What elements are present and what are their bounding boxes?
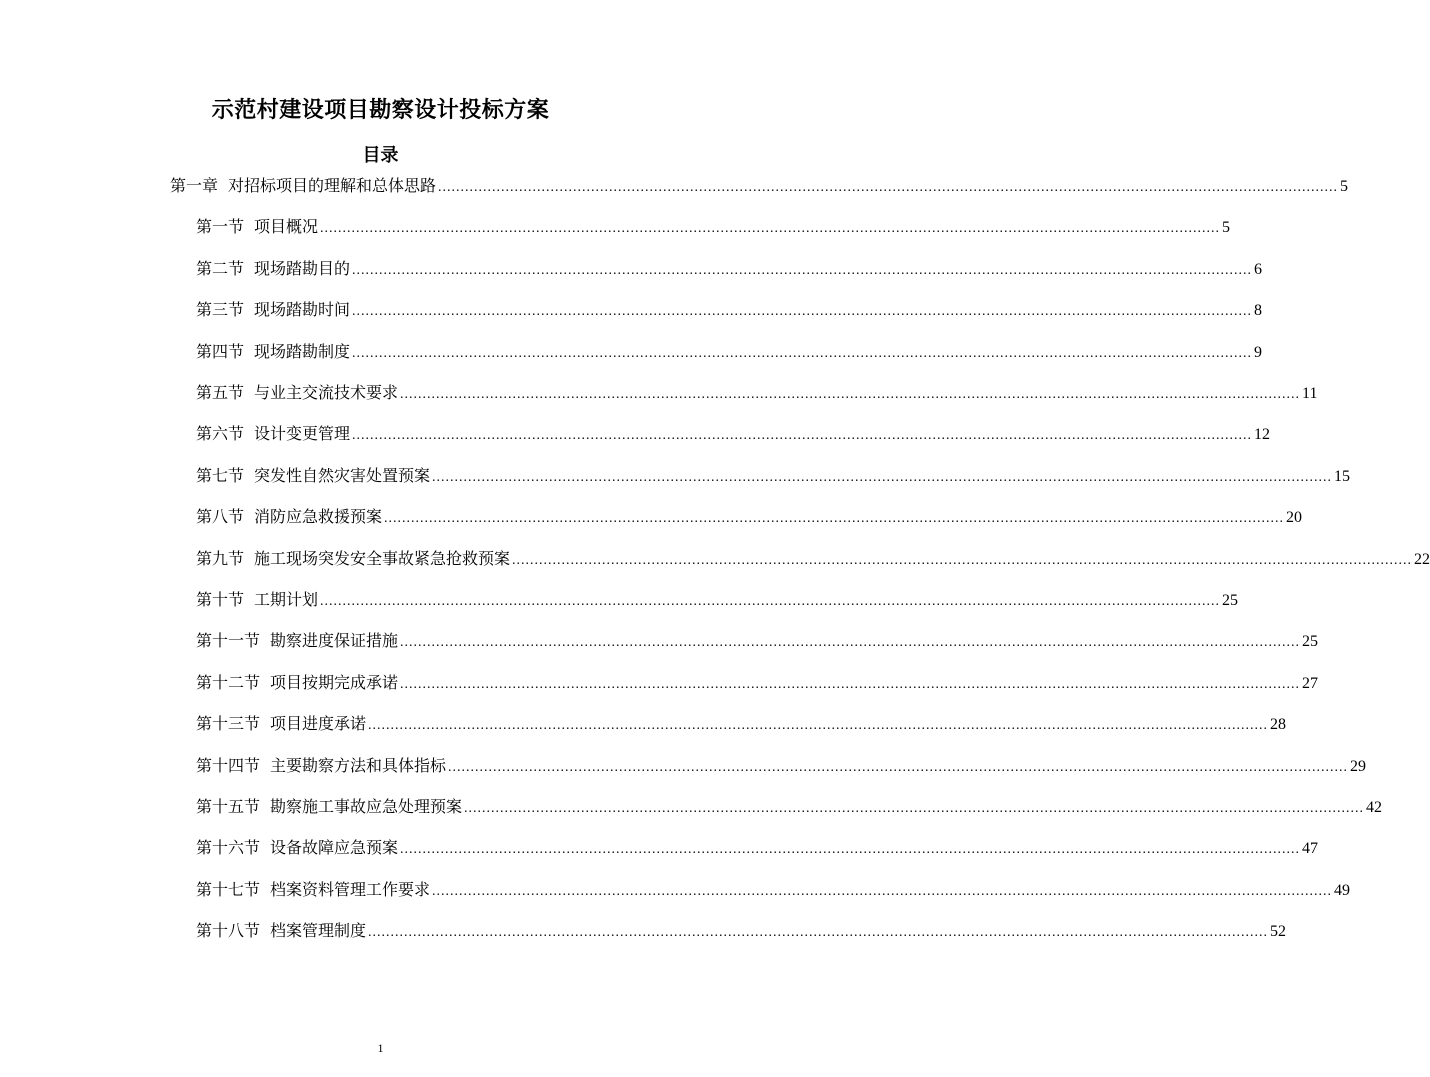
toc-entry-label: 档案管理制度 — [270, 921, 367, 940]
toc-entry[interactable] — [196, 919, 1287, 943]
toc-entry-number: 第二节 — [196, 259, 245, 278]
toc-entry[interactable] — [196, 257, 1263, 281]
toc-entry-page: 5 — [1340, 178, 1349, 195]
toc-dot-leader: ........................................................................................................................................................................................................ — [400, 677, 1301, 692]
toc-entry-page: 47 — [1302, 840, 1319, 857]
toc-entry-number: 第六节 — [196, 424, 245, 443]
toc-entry-label: 主要勘察方法和具体指标 — [270, 756, 447, 775]
toc-dot-leader: ........................................................................................................................................................................................................ — [464, 801, 1365, 816]
toc-entry[interactable] — [196, 629, 1319, 653]
toc-entry-label: 设备故障应急预案 — [270, 838, 399, 857]
toc-entry-page: 28 — [1270, 716, 1287, 733]
toc-entry-page: 20 — [1286, 509, 1303, 526]
toc-entry[interactable] — [196, 547, 1430, 571]
toc-dot-leader: ........................................................................................................................................................................................................ — [432, 884, 1333, 899]
toc-dot-leader: ........................................................................................................................................................................................................ — [320, 594, 1221, 609]
toc-entry-label: 工期计划 — [254, 590, 319, 609]
toc-entry[interactable] — [196, 836, 1319, 860]
toc-entry-number: 第十六节 — [196, 838, 261, 857]
toc-entry[interactable] — [196, 381, 1318, 405]
toc-entry-label: 现场踏勘目的 — [254, 259, 351, 278]
toc-entry-page: 8 — [1254, 302, 1263, 319]
toc-entry-label: 设计变更管理 — [254, 424, 351, 443]
toc-entry-page: 25 — [1222, 592, 1239, 609]
toc-dot-leader: ........................................................................................................................................................................................................ — [352, 304, 1253, 319]
toc-heading: 目录 — [362, 145, 399, 166]
toc-dot-leader: ........................................................................................................................................................................................................ — [352, 346, 1253, 361]
toc-dot-leader: ........................................................................................................................................................................................................ — [384, 511, 1285, 526]
toc-entry-page: 9 — [1254, 344, 1263, 361]
toc-dot-leader: ........................................................................................................................................................................................................ — [368, 925, 1269, 940]
toc-entry-number: 第十八节 — [196, 921, 261, 940]
toc-entry-number: 第十七节 — [196, 880, 261, 899]
toc-entry[interactable] — [196, 878, 1351, 902]
toc-entry-label: 消防应急救援预案 — [254, 507, 383, 526]
toc-entry-label: 施工现场突发安全事故紧急抢救预案 — [254, 549, 511, 568]
toc-entry-label: 突发性自然灾害处置预案 — [254, 466, 431, 485]
toc-entry-label: 项目概况 — [254, 217, 319, 236]
toc-entry-number: 第十五节 — [196, 797, 261, 816]
toc-dot-leader: ........................................................................................................................................................................................................ — [400, 387, 1301, 402]
toc-dot-leader: ........................................................................................................................................................................................................ — [352, 428, 1253, 443]
toc-entry-number: 第七节 — [196, 466, 245, 485]
toc-entry-label: 项目按期完成承诺 — [270, 673, 399, 692]
toc-dot-leader: ........................................................................................................................................................................................................ — [368, 718, 1269, 733]
toc-entry-number: 第一章 — [170, 176, 219, 195]
toc-dot-leader: ........................................................................................................................................................................................................ — [400, 635, 1301, 650]
toc-entry-page: 52 — [1270, 923, 1287, 940]
toc-entry-number: 第五节 — [196, 383, 245, 402]
toc-entry-page: 22 — [1414, 551, 1430, 568]
toc-entry[interactable] — [196, 588, 1239, 612]
toc-entry-page: 42 — [1366, 799, 1383, 816]
toc-entry-number: 第三节 — [196, 300, 245, 319]
toc-entry-page: 12 — [1254, 426, 1271, 443]
toc-dot-leader: ........................................................................................................................................................................................................ — [320, 221, 1221, 236]
toc-entry[interactable] — [196, 712, 1287, 736]
toc-entry[interactable] — [196, 795, 1383, 819]
toc-entry[interactable] — [196, 671, 1319, 695]
toc-entry-label: 对招标项目的理解和总体思路 — [228, 176, 437, 195]
toc-entry-number: 第十一节 — [196, 631, 261, 650]
toc-entry-page: 29 — [1350, 758, 1367, 775]
toc-entry[interactable] — [196, 215, 1231, 239]
page-number: 1 — [377, 1041, 384, 1055]
toc-entry-page: 27 — [1302, 675, 1319, 692]
toc-entry-number: 第八节 — [196, 507, 245, 526]
toc-entry-number: 第十二节 — [196, 673, 261, 692]
toc-entry-page: 15 — [1334, 468, 1351, 485]
toc-entry[interactable] — [196, 340, 1263, 364]
toc-entry[interactable] — [196, 754, 1367, 778]
toc-dot-leader: ........................................................................................................................................................................................................ — [400, 842, 1301, 857]
toc-entry-page: 25 — [1302, 633, 1319, 650]
toc-dot-leader: ........................................................................................................................................................................................................ — [438, 180, 1339, 195]
toc-entry-label: 现场踏勘制度 — [254, 342, 351, 361]
toc-entry-number: 第一节 — [196, 217, 245, 236]
toc-entry[interactable] — [196, 298, 1263, 322]
toc-dot-leader: ........................................................................................................................................................................................................ — [448, 760, 1349, 775]
toc-entry-label: 勘察进度保证措施 — [270, 631, 399, 650]
toc-entry-page: 49 — [1334, 882, 1351, 899]
toc-entry-number: 第九节 — [196, 549, 245, 568]
toc-entry-page: 6 — [1254, 261, 1263, 278]
toc-entry[interactable] — [170, 174, 1349, 198]
toc-entry-number: 第十三节 — [196, 714, 261, 733]
toc-entry-number: 第十节 — [196, 590, 245, 609]
toc-entry-label: 与业主交流技术要求 — [254, 383, 399, 402]
toc-entry[interactable] — [196, 422, 1271, 446]
toc-entry-number: 第十四节 — [196, 756, 261, 775]
toc-entry-number: 第四节 — [196, 342, 245, 361]
document-title: 示范村建设项目勘察设计投标方案 — [211, 98, 550, 123]
toc-entry-label: 档案资料管理工作要求 — [270, 880, 431, 899]
toc-dot-leader: ........................................................................................................................................................................................................ — [352, 263, 1253, 278]
toc-dot-leader: ........................................................................................................................................................................................................ — [512, 553, 1413, 568]
toc-dot-leader: ........................................................................................................................................................................................................ — [432, 470, 1333, 485]
toc-entry-page: 11 — [1302, 385, 1318, 402]
toc-entry-page: 5 — [1222, 219, 1231, 236]
toc-entry-label: 现场踏勘时间 — [254, 300, 351, 319]
toc-entry[interactable] — [196, 464, 1351, 488]
toc-entry[interactable] — [196, 505, 1303, 529]
toc-entry-label: 项目进度承诺 — [270, 714, 367, 733]
toc-entry-label: 勘察施工事故应急处理预案 — [270, 797, 463, 816]
